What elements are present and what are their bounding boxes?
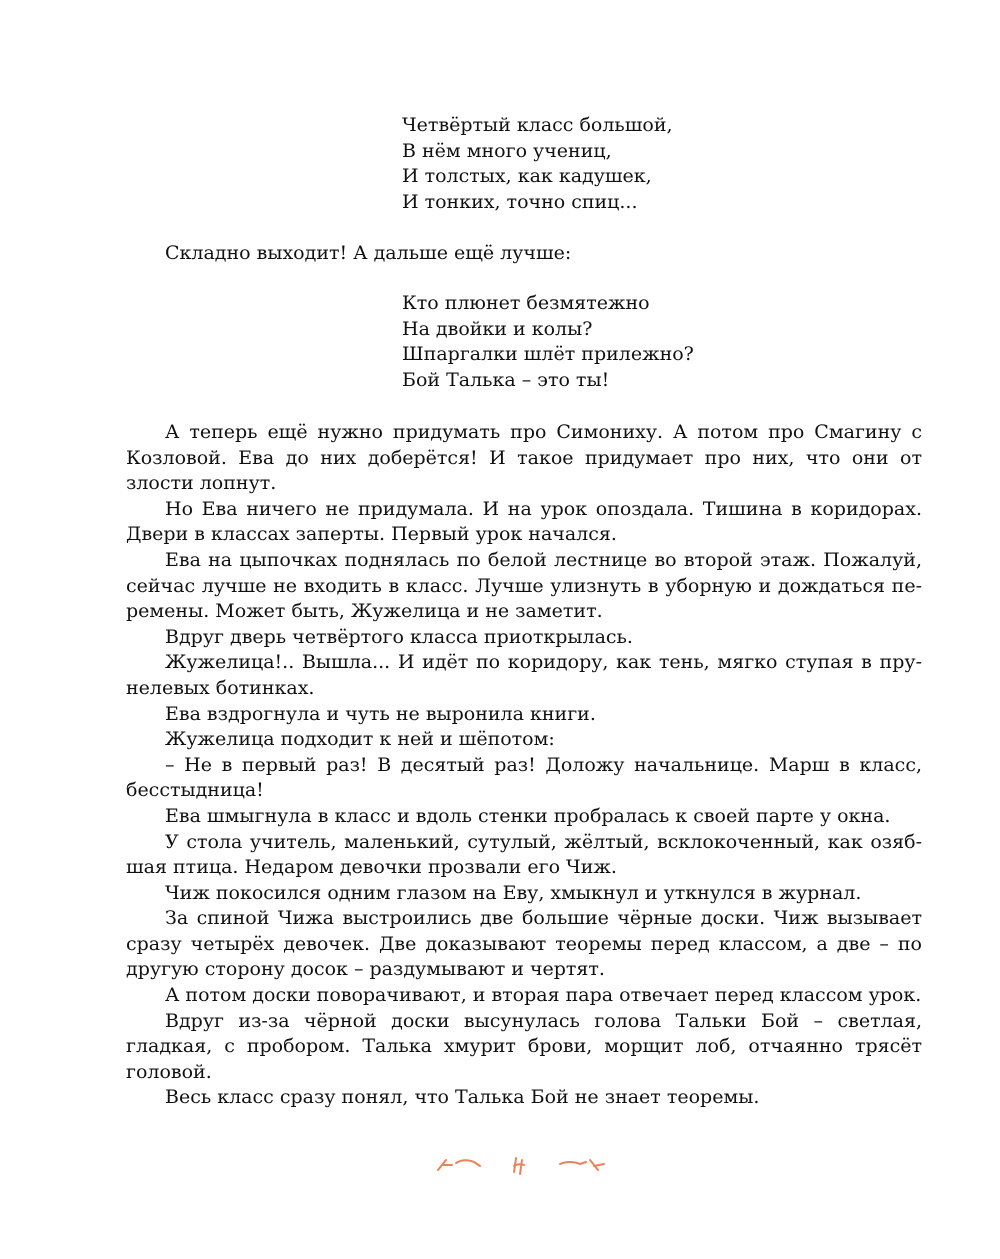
prose-body (126, 420, 922, 1111)
paragraph: Ева шмыгнула в класс и вдоль стенки пробралась к своей парте у окна. (165, 804, 891, 827)
paragraph: – Не в первый раз! В десятый раз! Доложу начальнице. Марш в класс, бесстыдница! (126, 753, 922, 802)
poem-line: Шпаргалки шлёт прилежно? (402, 343, 694, 366)
poem-line: На двойки и колы? (402, 317, 593, 340)
poem-line: И тонких, точно спиц... (402, 190, 638, 213)
poem-line: Бой Талька – это ты! (402, 368, 610, 391)
paragraph: Ева вздрогнула и чуть не выронила книги. (165, 702, 596, 725)
paragraph: У стола учитель, маленький, сутулый, жёлтый, всклокоченный, как озябшая птица. Недаром девочки прозвали его Чиж. (126, 830, 922, 879)
paragraph: Вдруг дверь четвёртого класса приоткрылась. (165, 625, 633, 648)
poem-line: Четвёртый класс большой, (402, 114, 673, 136)
poem-line: Кто плюнет безмятежно (402, 292, 650, 314)
paragraph: Жужелица подходит к ней и шёпотом: (165, 728, 555, 751)
poem-stanza-2 (402, 291, 822, 393)
paragraph: Но Ева ничего не придумала. И на урок опоздала. Тишина в коридорах. Двери в классах заперты. Первый урок начался. (126, 497, 922, 546)
paragraph: А теперь ещё нужно придумать про Симониху. А потом про Смагину с Козловой. Ева до них доберётся! И такое придумает про них, что они от злости лопнут. (126, 421, 922, 495)
poem-stanza-1 (402, 113, 822, 215)
page-number-ornament-icon (430, 1150, 620, 1180)
poem-line: В нём много учениц, (402, 139, 612, 162)
paragraph: Весь класс сразу понял, что Талька Бой не знает теоремы. (165, 1086, 760, 1109)
paragraph: Жужелица!.. Вышла... И идёт по коридору, как тень, мягко ступая в прунелевых ботинках. (126, 651, 922, 699)
poem-line: И толстых, как кадушек, (402, 165, 652, 188)
paragraph: Ева на цыпочках поднялась по белой лестнице во второй этаж. Пожалуй, сейчас лучше не входить в класс. Лучше улизнуть в уборную и дождаться перемены. Может быть, Жужелица и не заметит. (126, 548, 922, 623)
paragraph: Вдруг из-за чёрной доски высунулась голова Тальки Бой – светлая, гладкая, с пробором. Талька хмурит брови, морщит лоб, отчаянно трясёт головой. (126, 1009, 922, 1083)
interlude-line: Складно выходит! А дальше ещё лучше: (165, 242, 572, 264)
paragraph: За спиной Чижа выстроились две большие чёрные доски. Чиж вызывает сразу четырёх девочек. Две доказывают теоремы перед классом, а две – по другую сторону досок – раздумывают и чертят. (126, 907, 922, 981)
paragraph: Чиж покосился одним глазом на Еву, хмыкнул и уткнулся в журнал. (165, 881, 862, 904)
paragraph: А потом доски поворачивают, и вторая пара отвечает перед классом урок. (165, 984, 922, 1007)
